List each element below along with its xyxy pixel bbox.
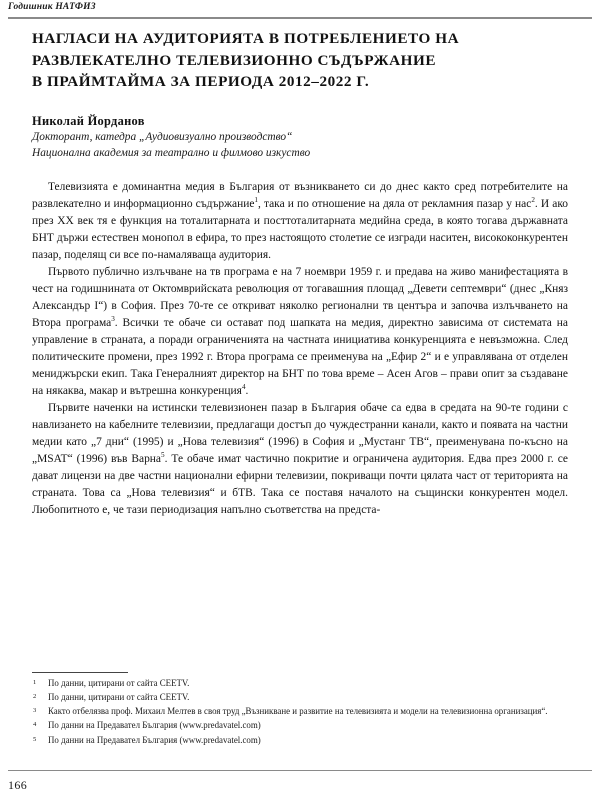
body-paragraph-2-part-b: . Всички те обаче си остават под шапката на медия, директно зависима от системата на управление в страната, а поради ограниченията на частната инициатива конкуренцията е невъзможна. След политическите промени, през 1992 г. Втора програма се преименува на „Ефир 2“ и е управлявана от отделен мениджърски екип. Така Генералният директор на БНТ по това време – Асен Агов – прави опит за създаване на някаква, макар и вътрешна конкуренция — [32, 316, 568, 397]
footer-rule — [8, 770, 592, 771]
body-paragraph-2-part-a: Първото публично излъчване на тв програма е на 7 ноември 1959 г. и предава на живо манифестацията в чест на годишнината от Октомврийската революция от тогавашния площад „Девети септември“ (днес „Княз Александър I“) в София. През 70-те се откриват няколко регионални тв центъра и започва излъчването на Втора програма — [32, 265, 568, 329]
page-title — [32, 28, 568, 93]
footnote-text[interactable]: По данни на Предавател България (www.predavatel.com) — [48, 720, 261, 731]
footnotes-section — [32, 672, 572, 748]
body-paragraph-2-part-c: . — [245, 384, 249, 397]
page-content — [32, 28, 568, 519]
footnote-marker-5: 5 — [161, 450, 165, 459]
footnote-number: 5 — [33, 735, 37, 743]
footnote-number: 3 — [33, 707, 37, 715]
footnote-number: 1 — [33, 679, 37, 686]
footnote-text: По данни, цитирани от сайта CEETV. — [48, 692, 190, 703]
byline — [32, 114, 568, 162]
body-paragraph-1 — [32, 179, 568, 264]
footnote-item — [32, 719, 572, 732]
footnote-item — [32, 734, 572, 747]
footnote-text: По данни, цитирани от сайта CEETV. — [48, 678, 190, 688]
footnote-marker-1: 1 — [254, 195, 258, 204]
page-title-line-1: НАГЛАСИ НА АУДИТОРИЯТА В ПОТРЕБЛЕНИЕТО НА — [32, 30, 460, 47]
author-affiliation-line-1: Докторант, катедра „Аудиовизуално производство“ — [32, 131, 293, 144]
footnote-marker-4: 4 — [241, 382, 246, 391]
body-paragraph-1-part-a: Телевизията е доминантна медия в България от възникването си до днес както сред потребителите на развлекателно и информационно съдържание — [32, 180, 568, 210]
footnote-number: 4 — [33, 721, 37, 729]
author-name: Николай Йорданов — [32, 113, 145, 128]
body-paragraph-3-part-b: . Те обаче имат частично покритие и ограничена аудитория. Едва през 2000 г. се дават лицензи на две частни национални ефирни телевизии, покриващи почти цялата част от територията на страната. Това са „Нова телевизия“ и бТВ. Така се поставя началото на същински конкурентен модел. Любопитното е, че тази периодизация напълно съответства на предста- — [32, 452, 568, 516]
page-title-line-3: В ПРАЙМТАЙМА ЗА ПЕРИОДА 2012–2022 Г. — [32, 73, 370, 91]
footnote-text: Както отбелязва проф. Михаил Мелтев в своя труд „Възникване и развитие на телевизията и модели на телевизионна организация“. — [48, 706, 548, 717]
header-rule — [8, 17, 592, 19]
body-paragraph-3 — [32, 400, 568, 519]
footnote-separator-rule — [32, 672, 128, 673]
page-title-line-2: РАЗВЛЕКАТЕЛНО ТЕЛЕВИЗИОННО СЪДЪРЖАНИЕ — [32, 51, 437, 69]
article-body — [32, 179, 568, 519]
footnote-text[interactable]: По данни на Предавател България (www.predavatel.com) — [48, 734, 261, 745]
running-head: Годишник НАТФИЗ — [8, 2, 96, 12]
footnote-marker-2: 2 — [531, 195, 535, 204]
body-paragraph-1-part-b: , така и по отношение на дяла от рекламния пазар у нас — [258, 197, 532, 210]
footnote-item — [32, 705, 572, 718]
footnote-item — [32, 677, 572, 690]
footnote-number: 2 — [33, 693, 37, 701]
author-affiliation-line-2: Национална академия за театрално и филмово изкуство — [32, 147, 311, 160]
footnote-item — [32, 691, 572, 704]
page-number: 166 — [8, 778, 28, 792]
footnote-marker-3: 3 — [111, 314, 115, 323]
body-paragraph-1-part-c: . И ако през XX век тя е функция на тоталитарната и посттоталитарната медийна среда, в която тогава държавната БНТ държи естествен монопол в ефира, то през настоящото столетие се изгради наситен, висококонкурентен пазар, поделящ си все по-намаляваща аудитория. — [32, 197, 569, 261]
body-paragraph-2 — [32, 264, 568, 400]
body-paragraph-3-part-a: Първите наченки на истински телевизионен пазар в България обаче са едва в средата на 90-те години с навлизането на кабелните телевизии, предлагащи достъп до чуждестранни канали, както и появата на частни медии като „7 дни“ (1995) и „Нова телевизия“ (1996) в София и „Мустанг ТВ“, преименувана по-късно на „MSAT“ (1996) във Варна — [32, 401, 568, 465]
